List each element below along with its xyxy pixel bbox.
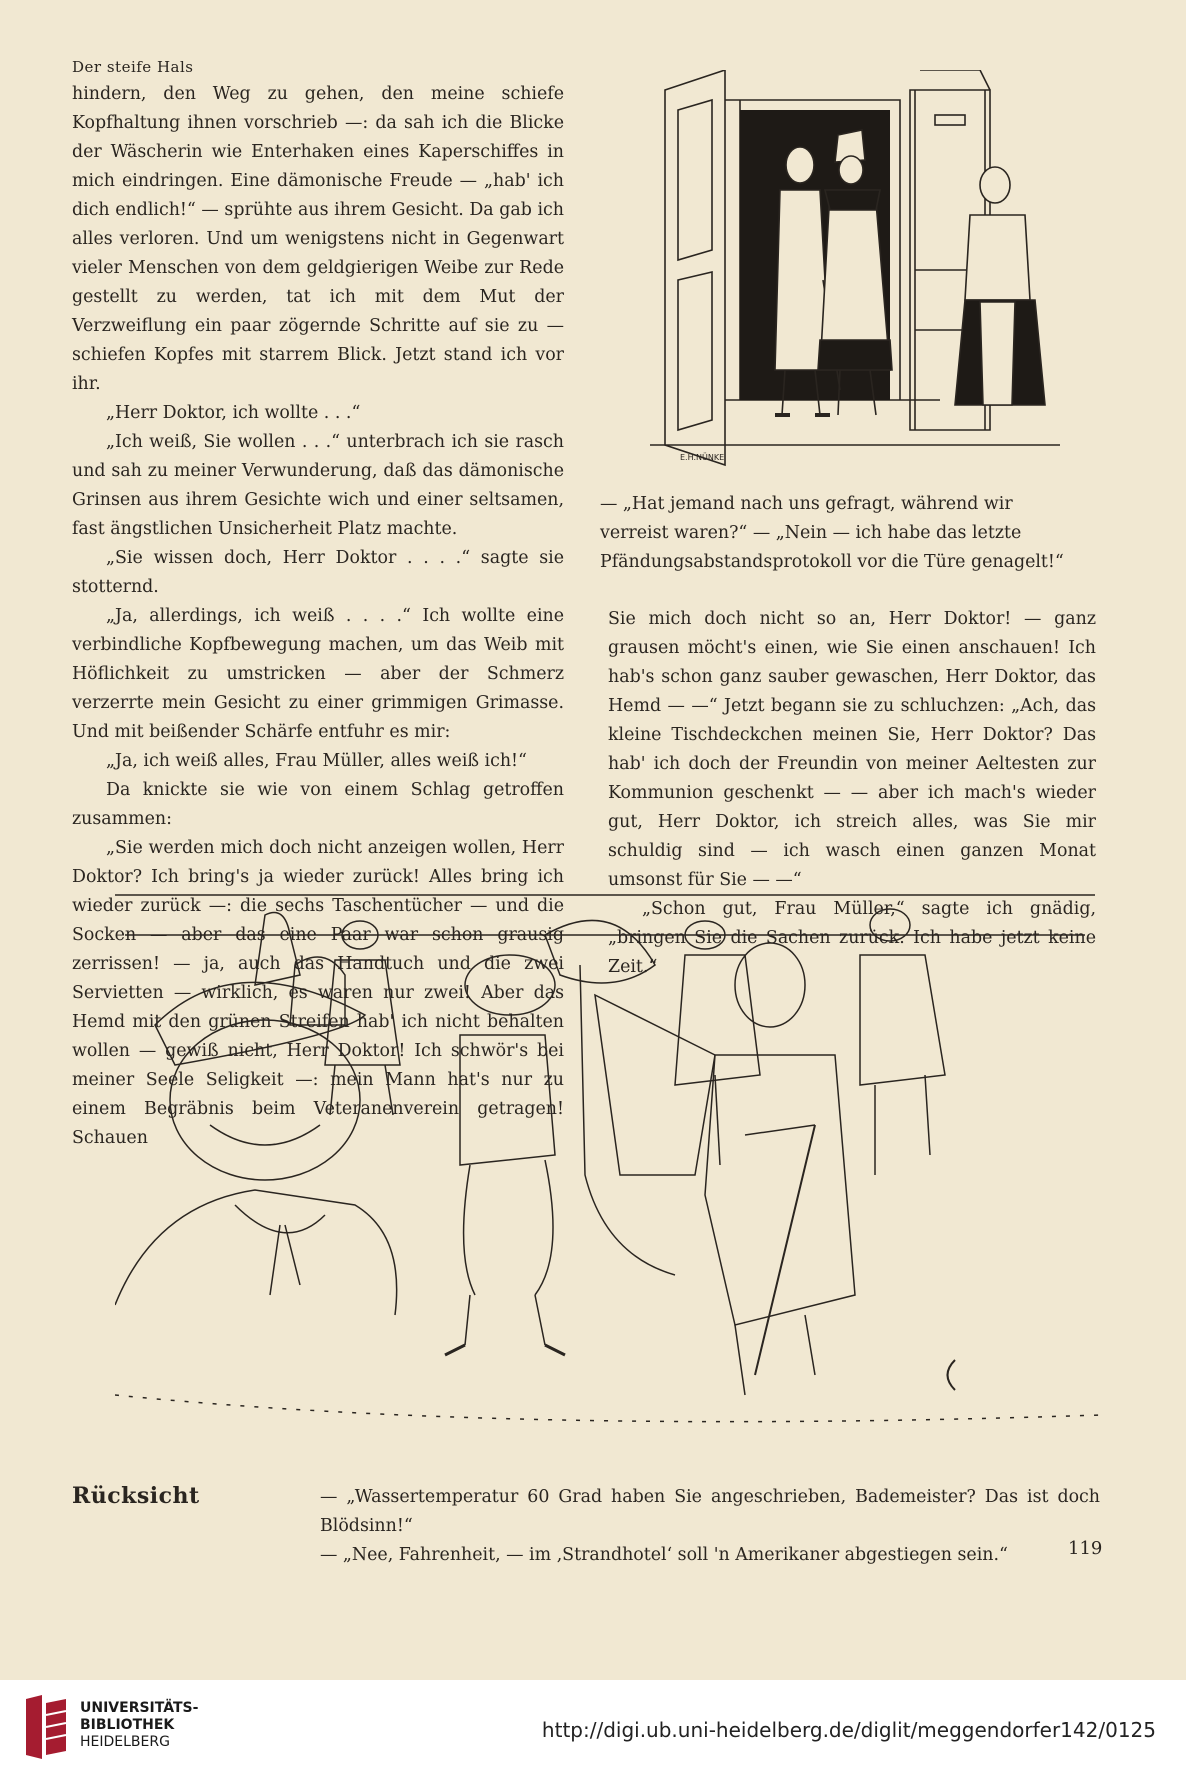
caption-line: Pfändungsabstandsprotokoll vor die Türe genagelt!“ — [600, 552, 1064, 572]
artist-signature: E.H.NÜNKE — [680, 453, 725, 462]
top-illustration-caption — [600, 490, 1080, 577]
library-name-line: UNIVERSITÄTS- — [80, 1700, 199, 1716]
open-door — [665, 70, 725, 465]
illustration-beach-scene — [115, 875, 1100, 1460]
page-number: 119 — [1068, 1538, 1103, 1559]
library-logo-icon — [22, 1693, 70, 1763]
library-name-line: BIBLIOTHEK — [80, 1717, 175, 1733]
caption-line: verreist waren?“ — „Nein — ich habe das letzte — [600, 523, 1022, 543]
paragraph: „Sie wissen doch, Herr Doktor . . . .“ sagte sie stotternd. — [72, 548, 564, 597]
figure-washerwoman — [955, 167, 1045, 405]
paragraph: „Schon gut, Frau Müller,“ sagte ich gnädig, „bringen Sie die Sachen zurück. Ich habe jetzt keine Zeit.“ — [608, 899, 1096, 977]
source-url-link[interactable]: http://digi.ub.uni-heidelberg.de/diglit/meggendorfer142/0125 — [541, 1718, 1156, 1742]
paragraph: „Ja, ich weiß alles, Frau Müller, alles weiß ich!“ — [106, 751, 527, 771]
library-name-line: HEIDELBERG — [80, 1734, 170, 1750]
caption-line: — „Nee, Fahrenheit, — im ‚Strandhotel‘ soll 'n Amerikaner abgestiegen sein.“ — [320, 1545, 1008, 1565]
man-in-bathrobe-with-cane — [705, 943, 855, 1395]
man-in-striped-bathing-suit — [675, 921, 760, 1165]
cartoon-title: Rücksicht — [72, 1483, 200, 1509]
paragraph: „Ja, allerdings, ich weiß . . . .“ Ich wollte eine verbindliche Kopfbewegung machen, um das Weib mit Höflichkeit zu umstricken — aber der Schmerz verzerrte mein Gesicht zu einer grimmigen Grimasse. Und mit beißender Schärfe entfuhr es mir: — [72, 606, 564, 742]
library-name — [80, 1700, 198, 1751]
shoreline — [115, 895, 1095, 935]
paragraph: Da knickte sie wie von einem Schlag getroffen zusammen: — [72, 780, 564, 829]
caption-line: — „Wassertemperatur 60 Grad haben Sie angeschrieben, Bademeister? Das ist doch Blödsinn!“ — [320, 1487, 1100, 1536]
cartoon-caption — [320, 1483, 1103, 1570]
illustration-doorway — [640, 70, 1070, 480]
bather-background-left — [255, 913, 345, 1026]
woman-with-parasol — [545, 920, 715, 1275]
paragraph: „Herr Doktor, ich wollte . . .“ — [106, 403, 361, 423]
woman-sunhat — [445, 955, 565, 1355]
paragraph: hindern, den Weg zu gehen, den meine schiefe Kopfhaltung ihnen vorschrieb —: da sah ich die Blicke der Wäscherin wie Enterhaken eines Kaperschiffes in mich eindringen. Eine dämonische Freude — „hab' ich dich endlich!“ — sprühte aus ihrem Gesicht. Da gab ich alles verloren. Und um wenigstens nicht in Gegenwart vieler Menschen von dem geldgierigen Weibe zur Rede gestellt zu werden, tat ich mit dem Mut der Verzweiflung ein paar zögernde Schritte auf sie zu — schiefen Kopfes mit starrem Blick. Jetzt stand ich vor ihr. — [72, 84, 564, 394]
man-in-cap-background — [860, 909, 945, 1175]
paragraph: „Sie werden mich doch nicht anzeigen wollen, Herr Doktor? Ich bring's ja wieder zurück! Alles bring ich wieder zurück —: die sechs Taschentücher — und die Socken — aber das eine Paar war schon grausig zerrissen! — ja, auch das Handtuch und die zwei Servietten — wirklich, es waren nur zwei! Aber das Hemd mit den grünen Streifen hab' ich nicht behalten wollen — gewiß nicht, Herr Doktor! Ich schwör's bei meiner Seele Seligkeit —: mein Mann hat's nur zu einem Begräbnis beim Veteranenverein getragen! Schauen — [72, 838, 564, 1148]
beach-ground — [115, 1395, 1100, 1422]
beach-woman-with-cap — [115, 982, 397, 1315]
running-head: Der steife Hals — [72, 58, 194, 76]
paragraph: „Ich weiß, Sie wollen . . .“ unterbrach ich sie rasch und sah zu meiner Verwunderung, daß das dämonische Grinsen aus ihrem Gesichte wich und einer seltsamen, fast ängstlichen Unsicherheit Platz machte. — [72, 432, 564, 539]
caption-line: — „Hat jemand nach uns gefragt, während wir — [600, 494, 1013, 514]
paragraph: Sie mich doch nicht so an, Herr Doktor! — ganz grausen möcht's einen, wie Sie einen anschauen! Ich hab's schon ganz sauber gewaschen, Herr Doktor, das Hemd — —“ Jetzt begann sie zu schluchzen: „Ach, das kleine Tischdeckchen meinen Sie, Herr Doktor? Das hab' ich doch der Freundin von meiner Aeltesten zur Kommunion geschenkt — — aber ich mach's wieder gut, Herr Doktor, ich streich alles, was Sie mir schuldig sind — ich wasch einen ganzen Monat umsonst für Sie — —“ — [608, 609, 1096, 890]
